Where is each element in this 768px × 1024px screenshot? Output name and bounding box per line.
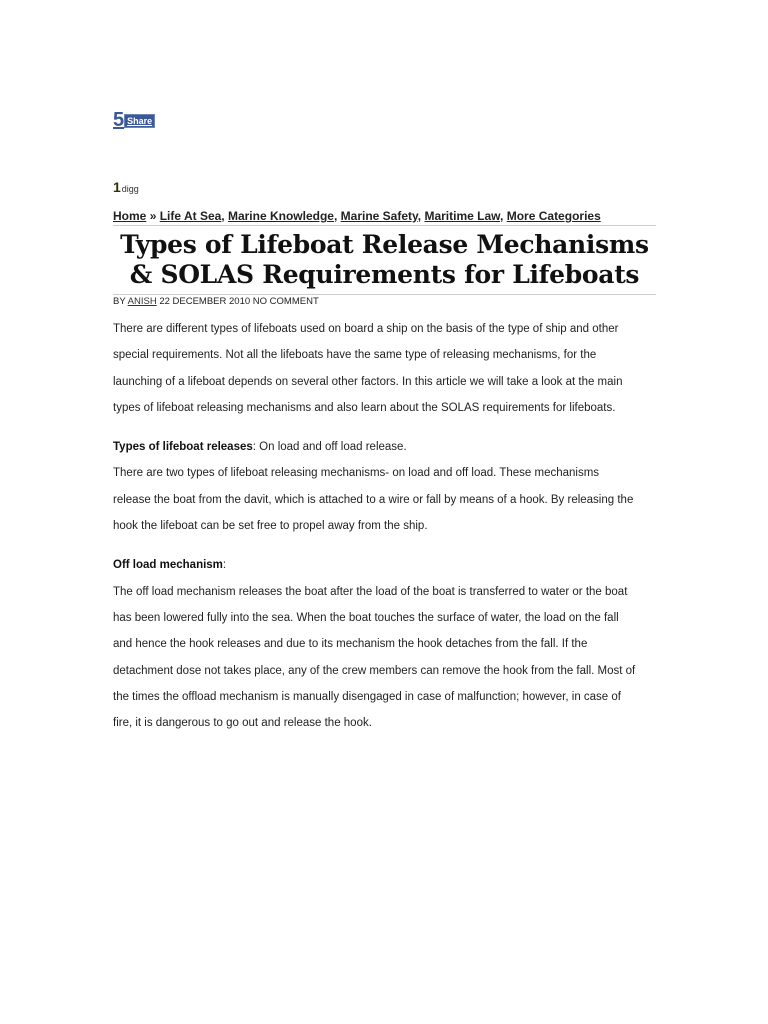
section-heading-suffix: : On load and off load release. (252, 441, 407, 454)
digg-label[interactable]: digg (121, 184, 139, 194)
byline-date: 22 DECEMBER 2010 (159, 296, 251, 307)
section-line: release the boat from the davit, which is attached to a wire or fall by means of a hook. By releasing the (113, 493, 634, 506)
breadcrumb-home-link[interactable]: Home (113, 209, 147, 223)
section-line: the times the offload mechanism is manually disengaged in case of malfunction; however, in case of (113, 690, 621, 703)
section-line: The off load mechanism releases the boat after the load of the boat is transferred to water or the boat (113, 585, 628, 598)
page-title: Types of Lifeboat Release Mechanisms & SOLAS Requirements for Lifeboats (120, 230, 649, 289)
breadcrumb-link-more-categories[interactable]: More Categories (506, 209, 601, 223)
byline-comments: NO COMMENT (252, 296, 319, 307)
breadcrumb: Home » Life At Sea, Marine Knowledge, Marine Safety, Maritime Law, More Categories (113, 209, 656, 226)
breadcrumb-link-maritime-law[interactable]: Maritime Law (424, 209, 501, 223)
section-line: hook the lifeboat can be set free to propel away from the ship. (113, 520, 428, 533)
section-heading-line (113, 552, 658, 578)
article-byline (113, 294, 656, 310)
section-line: and hence the hook releases and due to its mechanism the hook detaches from the fall. If the (113, 638, 588, 651)
article-body (113, 316, 658, 736)
section-line: fire, it is dangerous to go out and release the hook. (113, 717, 372, 730)
section-heading-release-types: Types of lifeboat releases (113, 441, 253, 454)
share-count[interactable]: 5 (113, 109, 125, 131)
breadcrumb-link-marine-safety[interactable]: Marine Safety (340, 209, 418, 223)
section-heading-line (113, 434, 658, 460)
section-heading-off-load: Off load mechanism (113, 559, 223, 572)
digg-count[interactable]: 1 (113, 179, 121, 195)
share-widget[interactable] (113, 110, 155, 130)
paragraph-spacer (113, 421, 658, 434)
section-line: has been lowered fully into the sea. When the boat touches the surface of water, the load on the fall (113, 611, 619, 624)
byline-author-link[interactable]: ANISH (127, 296, 157, 307)
digg-widget[interactable] (113, 180, 139, 194)
breadcrumb-link-marine-knowledge[interactable]: Marine Knowledge (227, 209, 334, 223)
section-line: There are two types of lifeboat releasing mechanisms- on load and off load. These mechanisms (113, 467, 600, 480)
intro-line: There are different types of lifeboats used on board a ship on the basis of the type of ship and other (113, 323, 619, 335)
breadcrumb-link-life-at-sea[interactable]: Life At Sea (159, 209, 222, 223)
byline-by: BY (113, 296, 126, 307)
intro-line: launching of a lifeboat depends on several other factors. In this article we will take a look at the main (113, 375, 623, 388)
paragraph-spacer (113, 539, 658, 552)
intro-line: types of lifeboat releasing mechanisms and also learn about the SOLAS requirements for lifeboats. (113, 401, 616, 414)
share-button[interactable]: Share (124, 114, 155, 128)
breadcrumb-separator: » (149, 209, 157, 223)
intro-line: special requirements. Not all the lifeboats have the same type of releasing mechanisms, for the (113, 349, 597, 362)
section-heading-suffix: : (222, 559, 227, 572)
section-line: detachment dose not takes place, any of the crew members can remove the hook from the fall. Most of (113, 664, 636, 677)
